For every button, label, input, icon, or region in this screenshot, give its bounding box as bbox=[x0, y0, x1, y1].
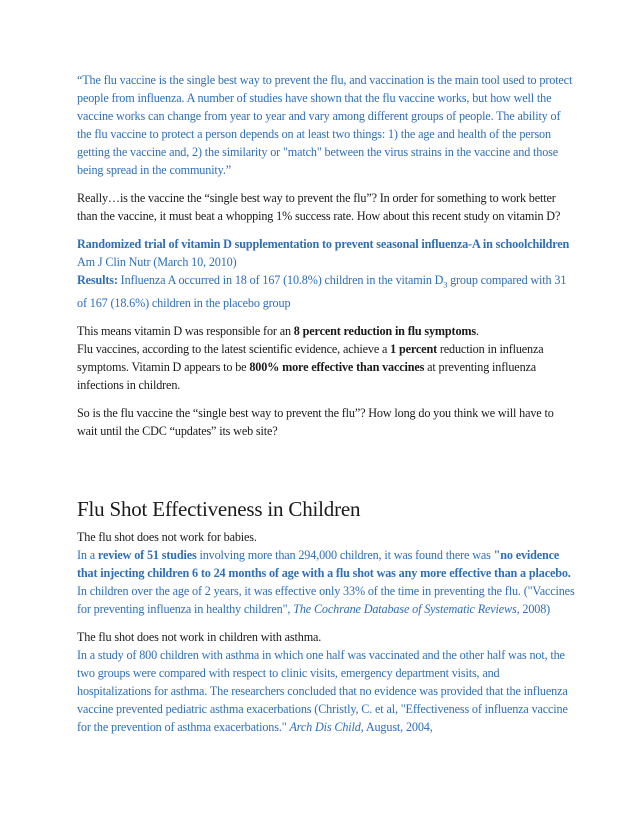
babies-text-3: In children over the age of 2 years, it was effective only 33% of the time in preventing the flu. ("Vaccines for preventing influenza in healthy children", bbox=[77, 584, 575, 617]
study-results-text-b: group compared with 31 of 167 (18.6%) children in the placebo group bbox=[77, 273, 567, 311]
babies-text-4: , 2008) bbox=[516, 602, 551, 617]
asthma-lead: The flu shot does not work in children with asthma. bbox=[77, 630, 322, 645]
study-results-subscript: 3 bbox=[443, 280, 448, 290]
means-text-3: Flu vaccines, according to the latest scientific evidence, achieve a bbox=[77, 342, 391, 357]
asthma-text-1: In a study of 800 children with asthma in which one half was vaccinated and the other half was not, the two groups were compared with respect to clinic visits, emergency department visits, and hospitalizations for asthma. The researchers concluded that no evidence was provided that the influenza vaccine prevented pediatric asthma exacerbations (Christly, C. et al, "Effectiveness of influenza vaccine for the prevention of asthma exacerbations." bbox=[77, 648, 568, 735]
asthma-paragraph bbox=[77, 628, 576, 736]
means-text-2: . bbox=[476, 324, 479, 339]
babies-bold-2: "no evidence that injecting children 6 to 24 months of age with a flu shot was any more effective than a placebo. bbox=[77, 548, 571, 581]
means-text-5: at preventing influenza infections in children. bbox=[77, 360, 537, 393]
babies-lead: The flu shot does not work for babies. bbox=[77, 530, 257, 545]
means-paragraph bbox=[77, 322, 576, 394]
means-bold-1: 8 percent reduction in flu symptoms bbox=[293, 324, 476, 339]
means-bold-3: 800% more effective than vaccines bbox=[249, 360, 425, 375]
babies-paragraph bbox=[77, 528, 576, 618]
really-paragraph: Really…is the vaccine the “single best way to prevent the flu”? In order for something to work better than the vaccine, it must beat a whopping 1% success rate. How about this recent study on vitamin D? bbox=[77, 191, 561, 223]
asthma-body bbox=[77, 648, 568, 734]
babies-text-1: In a bbox=[77, 548, 98, 563]
study-journal: Am J Clin Nutr (March 10, 2010) bbox=[77, 255, 237, 269]
babies-bold-1: review of 51 studies bbox=[97, 548, 197, 563]
asthma-italic-1: Arch Dis Child bbox=[289, 720, 361, 735]
study-citation bbox=[77, 235, 576, 312]
asthma-text-2: , August, 2004, bbox=[360, 720, 433, 735]
means-text-1: This means vitamin D was responsible for an bbox=[77, 324, 294, 339]
cdc-quote: “The flu vaccine is the single best way to prevent the flu, and vaccination is the main tool used to protect people from influenza. A number of studies have shown that the flu vaccine works, but how well the vaccine works can change from year to year and vary among different groups of people. The ability of the flu vaccine to protect a person depends on at least two things: 1) the age and health of the person getting the vaccine and, 2) the similarity or "match" between the virus strains in the vaccine and those being spread in the community.” bbox=[77, 73, 573, 177]
babies-text-2: involving more than 294,000 children, it was found there was bbox=[196, 548, 494, 563]
study-results-text-a: Influenza A occurred in 18 of 167 (10.8%) children in the vitamin D bbox=[117, 273, 444, 287]
so-paragraph: So is the flu vaccine the “single best way to prevent the flu”? How long do you think we will have to wait until the CDC “updates” its web site? bbox=[77, 406, 554, 439]
babies-body bbox=[77, 548, 575, 616]
study-title: Randomized trial of vitamin D supplementation to prevent seasonal influenza-A in schoolchildren bbox=[77, 237, 570, 251]
section-heading: Flu Shot Effectiveness in Children bbox=[77, 497, 361, 522]
babies-italic-1: The Cochrane Database of Systematic Reviews bbox=[293, 602, 517, 617]
study-results-label: Results: bbox=[77, 273, 118, 287]
means-text-4: reduction in influenza symptoms. Vitamin D appears to be bbox=[77, 342, 544, 375]
means-bold-2: 1 percent bbox=[390, 342, 437, 357]
